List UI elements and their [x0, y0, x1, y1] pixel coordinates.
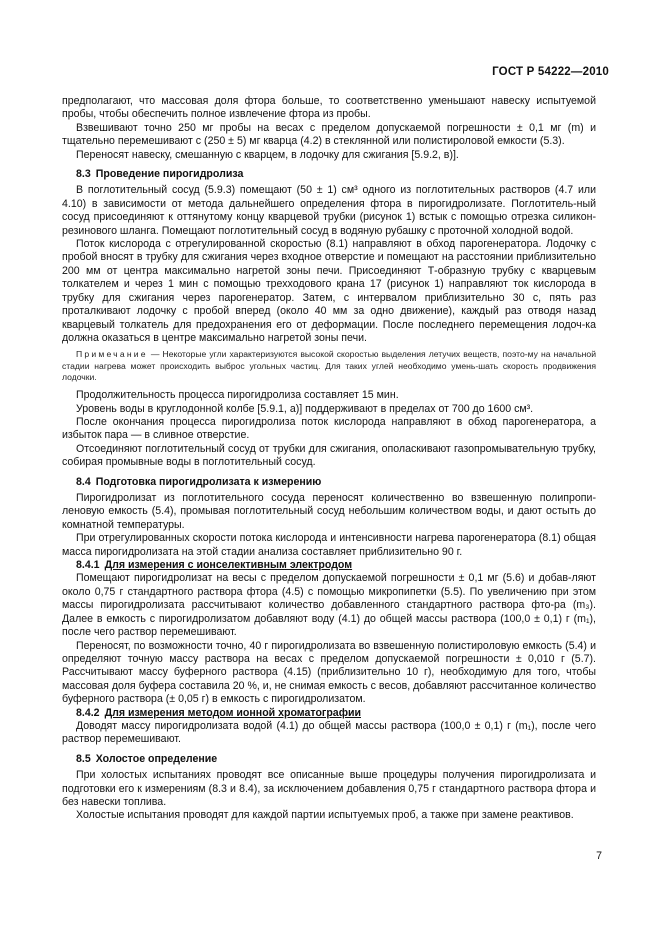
paragraph: Холостые испытания проводят для каждой партии испытуемых проб, а также при замене реактивов.	[76, 809, 574, 822]
note-label: Примечание	[76, 349, 148, 360]
standard-header: ГОСТ Р 54222—2010	[492, 66, 609, 78]
section-number: 8.4	[76, 475, 91, 488]
paragraph: Уровень воды в круглодонной колбе [5.9.1, а)] поддерживают в пределах от 700 до 1600 см³.	[76, 402, 534, 415]
paragraph: При холостых испытаниях проводят все описанные выше процедуры получения пирогидролизата и подготовки его к измерениям (8.3 и 8.4), за исключением добавления 0,75 г стандартного раствора фтора и без навески топлива.	[62, 769, 596, 808]
section-heading-8-4	[76, 476, 596, 489]
paragraph: предполагают, что массовая доля фтора больше, то соответственно уменьшают навеску испытуемой пробы, чтобы обеспечить полное извлечение фтора из пробы.	[62, 95, 596, 121]
section-title: Холостое определение	[95, 752, 218, 765]
paragraph: Поток кислорода с отрегулированной скоростью (8.1) направляют в обход парогенератора. Лодочку с пробой вносят в трубку для сжигания через входное отверстие и помещают на расстоянии приблизительно 200 мм от центра максимально нагретой зоны печи. Присоединяют Т-образную трубку с кварцевым толкателем и через 1 мин с помощью трехходового крана 17 (рисунок 1) направляют ток кислорода в трубку для сжигания через парогенератор. Затем, с интервалом приблизительно 30 с, пять раз проталкивают лодочку с пробой вперед (около 40 мм за одно движение), каждый раз отводя назад кварцевый толкатель для предохранения его от деформации. После последнего перемещения лодоч-ка должна оказаться в центре максимально нагретой зоны печи.	[62, 238, 596, 344]
paragraph: Переносят навеску, смешанную с кварцем, в лодочку для сжигания [5.9.2, в)].	[76, 148, 459, 161]
document-body	[62, 95, 596, 823]
section-heading-8-3	[76, 168, 596, 181]
section-heading-8-4-2	[76, 707, 596, 720]
section-title: Для измерения методом ионной хроматографии	[104, 706, 361, 719]
paragraph: В поглотительный сосуд (5.9.3) помещают (50 ± 1) см³ одного из поглотительных растворов (4.7 или 4.10) в зависимости от метода дальнейшего определения фтора в пирогидролизате. Поглотитель-ный сосуд присоединяют к оттянутому концу кварцевой трубки (рисунок 1) встык с помощью отрезка силикон-резинового шланга. Помещают поглотительный сосуд в водяную рубашку с проточной холодной водой.	[62, 184, 596, 237]
section-number: 8.4.2	[76, 706, 100, 719]
paragraph: Помещают пирогидролизат на весы с пределом допускаемой погрешности ± 0,1 мг (5.6) и добав-ляют около 0,75 г стандартного раствора фтора (4.5) с помощью микропипетки (5.5). По увеличению при этом массы пирогидролизата рассчитывают количество добавленного стандартного раствора фто-ра (m₃). Далее в емкость с пирогидролизатом добавляют воду (4.1) до общей массы раствора (100,0 ± 0,1) г (m₁), после чего раствор перемешивают.	[62, 572, 596, 639]
note-text: — Некоторые угли характеризуются высокой скоростью выделения летучих веществ, поэто-му на начальной стадии нагрева может происходить выброс угольных частиц. Для таких углей необходимо умень-шать скорость продвижения лодочки.	[62, 349, 596, 382]
paragraph: Взвешивают точно 250 мг пробы на весах с пределом допускаемой погрешности ± 0,1 мг (m) и тщательно перемешивают с (250 ± 5) мг кварца (4.2) в стеклянной или полистироловой емкости (5.3).	[62, 121, 596, 148]
paragraph: Отсоединяют поглотительный сосуд от трубки для сжигания, ополаскивают газопромывательную трубку, собирая промывные воды в поглотительный сосуд.	[62, 442, 596, 469]
paragraph: После окончания процесса пирогидролиза поток кислорода направляют в обход парогенератора, а избыток пара — в сливное отверстие.	[62, 416, 596, 442]
section-title: Проведение пирогидролиза	[95, 168, 244, 181]
paragraph: Продолжительность процесса пирогидролиза составляет 15 мин.	[76, 389, 399, 402]
paragraph: Доводят массу пирогидролизата водой (4.1) до общей массы раствора (100,0 ± 0,1) г (m₁), после чего раствор перемешивают.	[62, 719, 596, 746]
paragraph: Пирогидролизат из поглотительного сосуда переносят количественно во взвешенную полипропи-леновую емкость (5.4), промывая поглотительный сосуд небольшим количеством воды, и дают остыть до комнатной температуры.	[62, 492, 596, 531]
page-number: 7	[596, 850, 602, 862]
section-title: Подготовка пирогидролизата к измерению	[95, 475, 322, 488]
note	[62, 349, 596, 383]
section-number: 8.5	[76, 752, 91, 765]
section-number: 8.3	[76, 168, 91, 181]
section-title: Для измерения с ионселективным электродом	[104, 559, 353, 572]
paragraph: При отрегулированных скорости потока кислорода и интенсивности нагрева парогенератора (8.1) общая масса пирогидролизата на этой стадии анализа составляет приблизительно 90 г.	[62, 532, 596, 558]
section-number: 8.4.1	[76, 559, 100, 572]
section-heading-8-5	[76, 753, 596, 766]
section-heading-8-4-1	[76, 559, 596, 572]
paragraph: Переносят, по возможности точно, 40 г пирогидролизата во взвешенную полистироловую емкость (5.4) и определяют точную массу раствора на весах с пределом допускаемой погрешности ± 0,010 г (5.7). Рассчитывают массу буферного раствора (4.15) (приблизительно 10 г), необходимую для того, чтобы массовая доля буфера составила 20 %, и, не снимая емкость с весов, добавляют рассчитанное количество буферного раствора (± 0,05 г) в емкость с пирогидролизатом.	[62, 639, 596, 706]
